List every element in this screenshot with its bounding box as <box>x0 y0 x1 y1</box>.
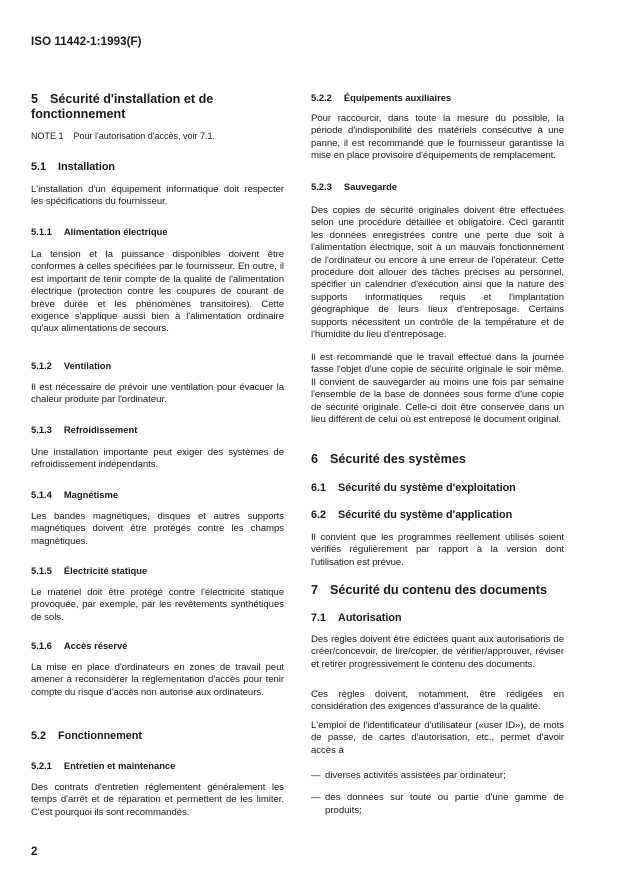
section-title: Magnétisme <box>63 489 119 500</box>
standard-identifier: ISO 11442-1:1993(F) <box>31 36 142 48</box>
section-number: 5.2.1 <box>31 760 52 771</box>
section-5-1-5-text: Le matériel doit être protégé contre l'électricité statique provoquée, par exemple, par les revêtements synthétiques de sols. <box>31 587 284 623</box>
section-5-2-1-text: Des contrats d'entretien réglementent généralement les temps d'arrêt et de réparation et permettent de les limiter. C'est pourquoi ils sont recommandés. <box>31 782 284 818</box>
section-number: 5.1.3 <box>31 424 52 435</box>
section-5-2-2-heading <box>311 92 564 104</box>
list-item <box>311 792 564 817</box>
section-5-2-heading <box>31 730 284 743</box>
section-5-1-4-text: Les bandes magnétiques, disques et autres supports magnétiques doivent être protégés contre les champs magnétiques. <box>31 511 284 547</box>
section-6-1-heading <box>311 482 564 495</box>
note-text: Pour l'autorisation d'accès, voir 7.1. <box>73 131 216 141</box>
section-title: Équipements auxiliaires <box>343 92 452 103</box>
section-title: Fonctionnement <box>58 730 142 742</box>
section-number: 5.2 <box>31 730 47 742</box>
section-title: Sauvegarde <box>343 181 398 192</box>
section-6-heading <box>311 452 564 467</box>
section-7-1-heading <box>311 612 564 625</box>
section-number: 5.1.5 <box>31 565 52 576</box>
section-title: Sécurité du système d'exploitation <box>338 482 516 494</box>
section-5-2-3-heading <box>311 181 564 193</box>
section-number: 5.1.4 <box>31 489 52 500</box>
section-5-1-heading <box>31 161 284 174</box>
section-title: Refroidissement <box>63 424 138 435</box>
section-5-1-3-text: Une installation importante peut exiger des systèmes de refroidissement indépendants. <box>31 447 284 471</box>
section-5-1-3-heading <box>31 424 284 436</box>
section-6-2-heading <box>311 509 564 522</box>
section-5-1-2-heading <box>31 360 284 372</box>
note-label: NOTE 1 <box>31 131 64 141</box>
section-number: 5.1.1 <box>31 226 52 237</box>
section-title: Accès réservé <box>63 640 128 651</box>
section-number: 5.2.3 <box>311 181 332 192</box>
section-5-2-2-text: Pour raccourcir, dans toute la mesure du possible, la période d'indisponibilité des matériels consécutive à une panne, il est recommandé que le fournisseur garantisse la mise en place provisoire d'équipements de remplacement. <box>311 113 564 162</box>
section-5-1-5-heading <box>31 565 284 577</box>
section-number: 7 <box>311 583 319 597</box>
note-1 <box>31 130 284 142</box>
section-7-1-text-3: L'emploi de l'identificateur d'utilisateur («user ID»), de mots de passe, de cartes d'autorisation, etc., permet d'avoir accès à <box>311 720 564 756</box>
section-5-1-4-heading <box>31 489 284 501</box>
section-title: Installation <box>58 161 116 173</box>
section-5-1-1-text: La tension et la puissance disponibles doivent être conformes à celles spécifiées par le fournisseur. En outre, il est important de tenir compte de la qualité de l'alimentation électrique (protection contre les coupures de courant de brève durée et les phénomènes transitoires). Cette exigence s'applique aussi bien à l'alimentation ordinaire qu'aux alimentations de secours. <box>31 249 284 335</box>
dash-marker: — <box>311 792 321 804</box>
section-5-2-1-heading <box>31 760 284 772</box>
section-title: Sécurité du contenu des documents <box>330 583 547 597</box>
section-6-2-text: Il convient que les programmes réellement utilisés soient vérifiés régulièrement par rapport à la version dont l'utilisation est prévue. <box>311 532 564 568</box>
section-title: Électricité statique <box>63 565 148 576</box>
page-number: 2 <box>31 846 38 858</box>
section-title: Sécurité des systèmes <box>330 452 466 466</box>
section-number: 5.1 <box>31 161 47 173</box>
section-title: Ventilation <box>63 360 112 371</box>
section-number: 5 <box>31 92 39 106</box>
section-number: 5.2.2 <box>311 92 332 103</box>
section-5-2-3-text-2: Il est recommandé que le travail effectué dans la journée fasse l'objet d'une copie de sécurité originale le soir même. Il convient de sauvegarder au moins une fois par semaine l'ensemble de la base de données sous forme d'une copie de sécurité originale. Celle-ci doit être conservée dans un lieu différent de celui où est entreposé le document original. <box>311 352 564 426</box>
section-5-1-2-text: Il est nécessaire de prévoir une ventilation pour évacuer la chaleur produite par l'ordinateur. <box>31 382 284 406</box>
section-5-1-text: L'installation d'un équipement informatique doit respecter les spécifications du fournisseur. <box>31 184 284 208</box>
section-number: 5.1.6 <box>31 640 52 651</box>
access-list <box>311 770 564 817</box>
section-5-1-6-heading <box>31 640 284 652</box>
section-number: 6 <box>311 452 319 466</box>
section-number: 6.1 <box>311 482 327 494</box>
section-7-1-text-1: Des règles doivent être édictées quant aux autorisations de créer/concevoir, de lire/copier, de vérifier/approuver, réviser et retirer progressivement le contenu des documents. <box>311 634 564 670</box>
section-7-1-text-2: Ces règles doivent, notamment, être rédigées en considération des exigences d'assurance de la qualité. <box>311 689 564 713</box>
list-item-text: diverses activités assistées par ordinateur; <box>325 770 506 781</box>
section-title: Sécurité du système d'application <box>338 509 513 521</box>
section-title: Sécurité d'installation et de fonctionnement <box>31 92 214 121</box>
section-5-1-1-heading <box>31 226 284 238</box>
section-number: 7.1 <box>311 612 327 624</box>
list-item <box>311 770 564 782</box>
section-7-heading <box>311 583 564 598</box>
list-item-text: des données sur toute ou partie d'une gamme de produits; <box>325 792 564 816</box>
section-5-heading <box>31 92 284 122</box>
dash-marker: — <box>311 770 321 781</box>
section-number: 5.1.2 <box>31 360 52 371</box>
section-title: Alimentation électrique <box>63 226 168 237</box>
section-5-2-3-text-1: Des copies de sécurité originales doivent être effectuées selon une procédure détaillée et obligatoire. Ceci garantit les données enregistrées contre une perte due soit à l'alimentation électrique, soit à un mauvais fonctionnement de l'ordinateur ou encore à une erreur de l'opérateur. Cette procédure doit allouer des tâches précises au personnel, spécifier un calendrier d'exécution ainsi que la nature des supports informatiques requis et l'implantation géographique de leurs lieux d'entreposage. Certains supports nécessitent un contrôle de la température et de l'humidité du lieu d'entreposage. <box>311 205 564 341</box>
section-number: 6.2 <box>311 509 327 521</box>
section-title: Autorisation <box>338 612 402 624</box>
section-title: Entretien et maintenance <box>63 760 176 771</box>
section-5-1-6-text: La mise en place d'ordinateurs en zones de travail peut amener à reconsidérer la réglementation d'accès pour tenir compte du risque d'accès non autorisé aux ordinateurs. <box>31 662 284 698</box>
